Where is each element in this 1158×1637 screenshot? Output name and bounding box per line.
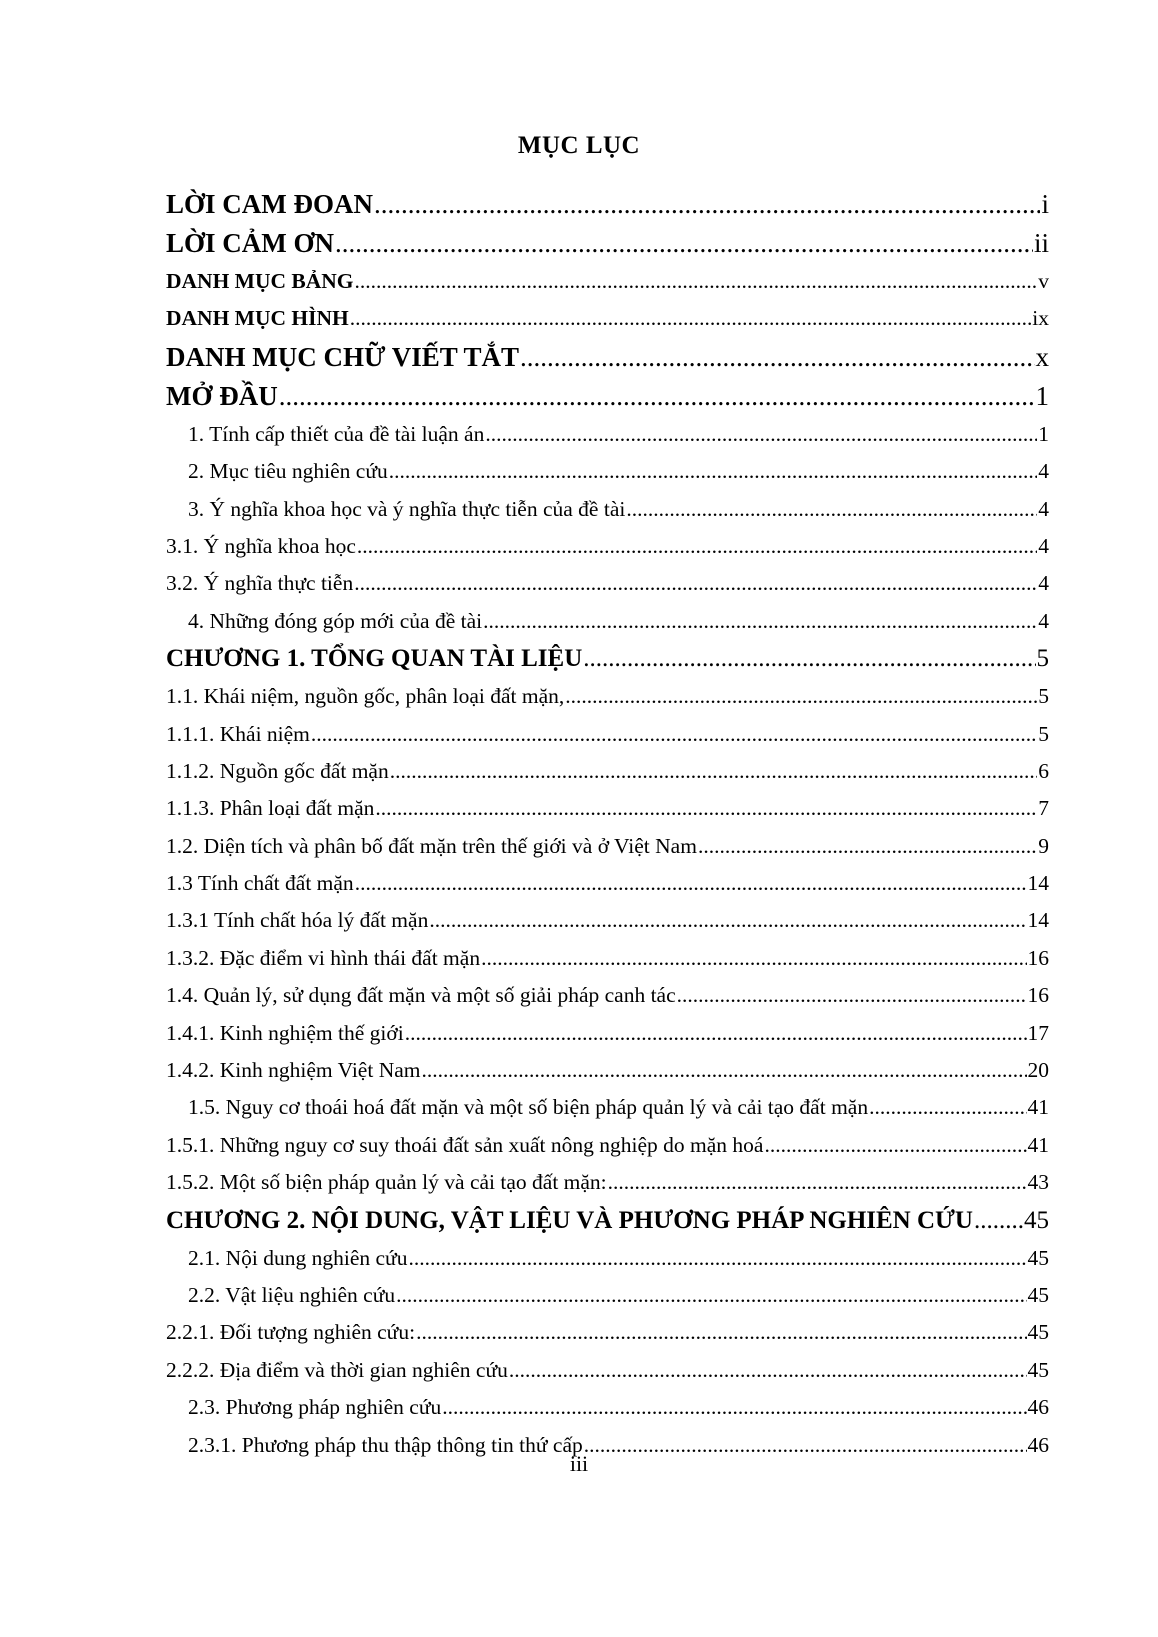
toc-entry-label: 4. Những đóng góp mới của đề tài <box>188 608 483 633</box>
toc-dot-leader <box>389 453 1038 490</box>
toc-entry[interactable] <box>166 528 1049 565</box>
toc-dot-leader <box>608 1164 1027 1201</box>
toc-entry-label: 2.3. Phương pháp nghiên cứu <box>188 1395 442 1420</box>
toc-entry-page: 4 <box>1038 496 1049 521</box>
toc-entry-label: 2.2.2. Địa điểm và thời gian nghiên cứu <box>166 1357 508 1382</box>
toc-entry[interactable] <box>166 300 1049 337</box>
toc-entry-label: 1.3 Tính chất đất mặn <box>166 871 354 896</box>
toc-entry-page: 16 <box>1027 945 1049 970</box>
toc-dot-leader <box>485 416 1037 453</box>
toc-entry-label: 1.1.2. Nguồn gốc đất mặn <box>166 758 389 783</box>
toc-dot-leader <box>483 603 1037 640</box>
toc-entry-page: 4 <box>1038 608 1049 633</box>
toc-entry[interactable] <box>166 1089 1049 1126</box>
toc-entry[interactable] <box>166 828 1049 865</box>
toc-entry-page: 43 <box>1027 1170 1049 1195</box>
toc-entry-page: 45 <box>1027 1357 1049 1382</box>
toc-dot-leader <box>481 940 1026 977</box>
toc-entry[interactable] <box>166 453 1049 490</box>
toc-entry-page: i <box>1041 189 1049 219</box>
toc-entry-page: 45 <box>1027 1320 1049 1345</box>
toc-entry-label: DANH MỤC BẢNG <box>166 269 354 293</box>
toc-entry[interactable] <box>166 338 1049 377</box>
toc-entry-label: CHƯƠNG 2. NỘI DUNG, VẬT LIỆU VÀ PHƯƠNG PHÁP NGHIÊN CỨU <box>166 1206 973 1234</box>
toc-entry-label: 2.2. Vật liệu nghiên cứu <box>188 1282 396 1307</box>
toc-entry-page: 45 <box>1027 1245 1049 1270</box>
toc-dot-leader <box>429 902 1026 939</box>
toc-dot-leader <box>677 977 1027 1014</box>
toc-entry-page: 6 <box>1038 758 1049 783</box>
toc-dot-leader <box>565 678 1037 715</box>
toc-entry-page: 4 <box>1038 459 1049 484</box>
toc-entry-label: LỜI CAM ĐOAN <box>166 189 373 219</box>
toc-entry[interactable] <box>166 1127 1049 1164</box>
toc-entry-page: 16 <box>1027 983 1049 1008</box>
toc-dot-leader <box>355 263 1038 300</box>
toc-entry[interactable] <box>166 1202 1049 1240</box>
toc-dot-leader <box>509 1352 1027 1389</box>
toc-dot-leader <box>354 565 1037 602</box>
toc-entry[interactable] <box>166 185 1049 224</box>
toc-entry-page: 5 <box>1038 721 1049 746</box>
toc-dot-leader <box>374 185 1040 224</box>
toc-dot-leader <box>869 1089 1026 1126</box>
toc-entry[interactable] <box>166 603 1049 640</box>
toc-entry[interactable] <box>166 1352 1049 1389</box>
toc-entry-page: 14 <box>1027 871 1049 896</box>
toc-dot-leader <box>974 1202 1023 1240</box>
toc-entry-label: 2. Mục tiêu nghiên cứu <box>188 459 388 484</box>
toc-entry[interactable] <box>166 416 1049 453</box>
toc-entry-label: 3. Ý nghĩa khoa học và ý nghĩa thực tiễn của đề tài <box>188 496 626 521</box>
toc-entry-page: 5 <box>1036 645 1049 673</box>
toc-dot-leader <box>311 716 1037 753</box>
toc-entry[interactable] <box>166 865 1049 902</box>
toc-entry-page: 14 <box>1027 908 1049 933</box>
toc-entry-page: 9 <box>1038 833 1049 858</box>
toc-dot-leader <box>375 790 1037 827</box>
toc-entry-label: 2.1. Nội dung nghiên cứu <box>188 1245 408 1270</box>
toc-entry[interactable] <box>166 1015 1049 1052</box>
toc-entry-label: DANH MỤC CHỮ VIẾT TẮT <box>166 341 520 372</box>
toc-dot-leader <box>390 753 1038 790</box>
toc-entry[interactable] <box>166 565 1049 602</box>
toc-entry[interactable] <box>166 377 1049 416</box>
toc-entry[interactable] <box>166 1277 1049 1314</box>
toc-entry-label: CHƯƠNG 1. TỔNG QUAN TÀI LIỆU <box>166 645 583 673</box>
toc-entry-page: 46 <box>1027 1432 1049 1457</box>
toc-entry[interactable] <box>166 790 1049 827</box>
toc-entry[interactable] <box>166 224 1049 263</box>
toc-entry-page: 7 <box>1038 796 1049 821</box>
toc-dot-leader <box>416 1314 1026 1351</box>
toc-dot-leader <box>396 1277 1026 1314</box>
toc-entry-page: v <box>1038 269 1049 293</box>
toc-entry-label: DANH MỤC HÌNH <box>166 306 349 331</box>
toc-entry-label: 2.3.1. Phương pháp thu thập thông tin thứ cấp <box>188 1432 583 1457</box>
toc-entry[interactable] <box>166 1052 1049 1089</box>
toc-entry-page: 20 <box>1027 1058 1049 1083</box>
toc-entry-label: 1.5.1. Những nguy cơ suy thoái đất sản xuất nông nghiệp do mặn hoá <box>166 1132 764 1157</box>
toc-dot-leader <box>355 865 1027 902</box>
toc-entry-label: 1.5.2. Một số biện pháp quản lý và cải tạo đất mặn: <box>166 1170 607 1195</box>
toc-entry[interactable] <box>166 1389 1049 1426</box>
toc-entry[interactable] <box>166 1314 1049 1351</box>
toc-entry[interactable] <box>166 491 1049 528</box>
toc-dot-leader <box>357 528 1037 565</box>
toc-entry[interactable] <box>166 678 1049 715</box>
toc-entry-page: 17 <box>1027 1020 1049 1045</box>
toc-title: MỤC LỤC <box>517 132 641 159</box>
toc-entry-page: 5 <box>1038 684 1049 709</box>
toc-entry[interactable] <box>166 1240 1049 1277</box>
toc-entry-label: 1.3.1 Tính chất hóa lý đất mặn <box>166 908 429 933</box>
toc-entry-page: 4 <box>1038 533 1049 558</box>
toc-dot-leader <box>626 491 1037 528</box>
toc-entry-label: LỜI CẢM ƠN <box>166 228 334 258</box>
toc-entry-page: 45 <box>1027 1282 1049 1307</box>
toc-entry-label: 1.1.1. Khái niệm <box>166 721 310 746</box>
toc-dot-leader <box>279 377 1035 416</box>
toc-entry-label: 1.4. Quản lý, sử dụng đất mặn và một số giải pháp canh tác <box>166 983 676 1008</box>
toc-entry-label: 1.1.3. Phân loại đất mặn <box>166 796 375 821</box>
toc-entry[interactable] <box>166 263 1049 300</box>
toc-entry-page: 41 <box>1027 1095 1049 1120</box>
toc-entry[interactable] <box>166 716 1049 753</box>
toc-entry-page: 46 <box>1027 1395 1049 1420</box>
toc-dot-leader <box>405 1015 1027 1052</box>
toc-entry-label: 1.3.2. Đặc điểm vi hình thái đất mặn <box>166 945 481 970</box>
toc-entry-page: ii <box>1033 228 1049 258</box>
toc-entry[interactable] <box>166 940 1049 977</box>
toc-dot-leader <box>442 1389 1026 1426</box>
toc-entry[interactable] <box>166 977 1049 1014</box>
toc-entry-label: 2.2.1. Đối tượng nghiên cứu: <box>166 1320 416 1345</box>
toc-entry[interactable] <box>166 1164 1049 1201</box>
toc-dot-leader <box>520 338 1034 377</box>
toc-entry[interactable] <box>166 753 1049 790</box>
toc-entry-label: 3.1. Ý nghĩa khoa học <box>166 533 356 558</box>
toc-entry[interactable] <box>166 640 1049 678</box>
toc-entry-page: 1 <box>1038 421 1049 446</box>
toc-dot-leader <box>350 300 1032 337</box>
toc-entry-label: 1. Tính cấp thiết của đề tài luận án <box>188 421 485 446</box>
toc-entry-page: 4 <box>1038 571 1049 596</box>
toc-dot-leader <box>698 828 1037 865</box>
toc-entry-page: 1 <box>1035 380 1049 411</box>
toc-entry-page: x <box>1035 341 1049 372</box>
toc-entry-label: MỞ ĐẦU <box>166 380 278 411</box>
toc-dot-leader <box>764 1127 1026 1164</box>
table-of-contents <box>166 185 1049 1464</box>
toc-entry-page: 41 <box>1027 1132 1049 1157</box>
toc-entry-label: 1.5. Nguy cơ thoái hoá đất mặn và một số biện pháp quản lý và cải tạo đất mặn <box>188 1095 869 1120</box>
toc-dot-leader <box>583 640 1035 678</box>
toc-entry-page: ix <box>1032 306 1049 331</box>
toc-entry-label: 1.2. Diện tích và phân bố đất mặn trên thế giới và ở Việt Nam <box>166 833 697 858</box>
toc-entry-page: 45 <box>1024 1206 1049 1234</box>
toc-entry[interactable] <box>166 902 1049 939</box>
toc-entry-label: 1.4.1. Kinh nghiệm thế giới <box>166 1020 404 1045</box>
toc-entry-label: 1.4.2. Kinh nghiệm Việt Nam <box>166 1058 421 1083</box>
toc-dot-leader <box>335 224 1033 263</box>
toc-dot-leader <box>422 1052 1027 1089</box>
page-number: iii <box>569 1451 589 1476</box>
toc-entry-label: 3.2. Ý nghĩa thực tiễn <box>166 571 354 596</box>
toc-entry-label: 1.1. Khái niệm, nguồn gốc, phân loại đất mặn, <box>166 684 565 709</box>
toc-dot-leader <box>408 1240 1026 1277</box>
